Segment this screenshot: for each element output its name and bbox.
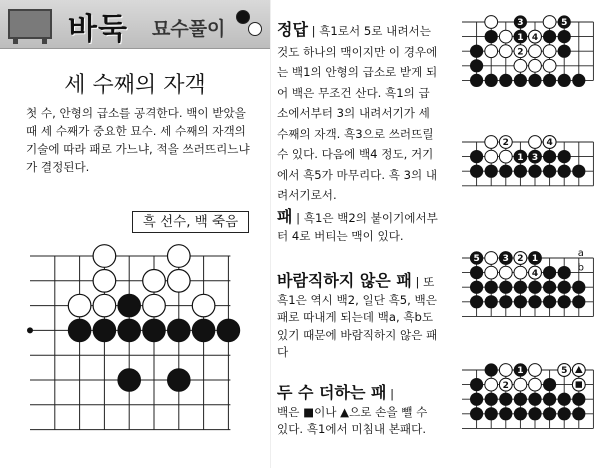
black-stone <box>470 165 483 178</box>
column-divider <box>270 0 271 468</box>
diagram-undesirable-ko <box>456 250 596 326</box>
black-stone <box>572 165 585 178</box>
black-stone <box>485 363 498 376</box>
black-stone <box>572 74 585 87</box>
black-stone <box>485 393 498 406</box>
point-letter: a <box>577 250 584 259</box>
black-stone <box>514 165 527 178</box>
two-move-text-c: 으로 손을 뺄 수 있다. 흑1에서 미침내 본패다. <box>277 404 428 436</box>
black-stone <box>543 281 556 294</box>
black-stone <box>485 281 498 294</box>
white-stone <box>529 136 542 149</box>
white-stone <box>499 30 512 43</box>
white-stone <box>485 45 498 58</box>
puzzle-label: 흑 선수, 백 죽음 <box>132 211 249 233</box>
black-stone <box>470 393 483 406</box>
move-number: 5 <box>561 366 568 377</box>
black-stone <box>470 150 483 163</box>
white-stone <box>529 45 542 58</box>
black-stone <box>528 165 541 178</box>
black-stone <box>499 393 512 406</box>
section-undesirable-ko: 바람직하지 않은 패 | 또 흑1은 역시 백2, 일단 흑5, 백은 패로 따내게 되는데 백a, 흑b도 있기 때문에 바람직하지 않은 패다 <box>277 271 438 359</box>
black-stone <box>485 74 498 87</box>
black-stone <box>543 30 556 43</box>
black-stone <box>499 407 512 420</box>
black-stone <box>528 281 541 294</box>
move-number: 1 <box>517 366 524 377</box>
white-stone <box>514 266 527 279</box>
black-stone <box>543 378 556 391</box>
white-stone <box>529 378 542 391</box>
black-stone <box>192 319 215 342</box>
black-stone <box>499 74 512 87</box>
white-stone <box>168 245 191 268</box>
move-number: 1 <box>517 152 524 163</box>
black-stone <box>558 407 571 420</box>
black-stone <box>514 393 527 406</box>
white-stone <box>93 270 116 293</box>
white-stone <box>485 266 498 279</box>
black-stone <box>528 295 541 308</box>
black-stone <box>93 319 116 342</box>
black-stone <box>543 393 556 406</box>
black-stone <box>558 30 571 43</box>
point-letter: b <box>577 262 584 274</box>
black-stone <box>558 393 571 406</box>
header-subtitle: 묘수풀이 <box>152 18 226 40</box>
white-stone <box>143 294 166 317</box>
black-stone <box>528 407 541 420</box>
black-stone <box>558 74 571 87</box>
black-stone <box>528 74 541 87</box>
board-grid <box>30 256 230 430</box>
black-stone <box>485 30 498 43</box>
black-stone <box>68 319 91 342</box>
white-stone <box>485 136 498 149</box>
move-number: 4 <box>531 268 539 279</box>
black-stone <box>485 165 498 178</box>
black-stone <box>118 319 141 342</box>
white-stone <box>499 266 512 279</box>
section-body-ko: 흑1은 백2의 붙이기에서부터 4로 버티는 맥이 있다. <box>277 211 438 243</box>
black-stone <box>118 369 141 392</box>
move-number: 2 <box>517 47 524 58</box>
black-stone <box>514 407 527 420</box>
move-number: 3 <box>531 152 539 163</box>
black-stone <box>572 281 585 294</box>
section-title-two-move: 두 수 더하는 패 <box>277 383 387 402</box>
board-stones <box>27 245 240 392</box>
white-stone <box>168 270 191 293</box>
move-number: 3 <box>502 254 509 265</box>
black-stone <box>572 295 585 308</box>
diagram-two-move-ko <box>456 362 596 438</box>
two-move-text-a: 백은 <box>277 404 300 419</box>
two-move-text-b: 이나 <box>314 404 337 419</box>
diagram-answer-continued <box>456 134 596 194</box>
move-number: 5 <box>561 18 568 29</box>
white-stone <box>485 252 498 265</box>
white-stone <box>499 45 512 58</box>
move-number: 2 <box>502 380 509 391</box>
black-stone <box>217 319 240 342</box>
white-stone <box>543 59 556 72</box>
black-stone <box>514 281 527 294</box>
article-title: 세 수째의 자객 <box>64 73 206 98</box>
move-number: 3 <box>517 18 524 29</box>
black-stone <box>168 369 191 392</box>
header-title: 바둑 <box>68 12 128 47</box>
white-stone <box>529 59 542 72</box>
white-stone <box>485 150 498 163</box>
section-title-ko: 패 <box>277 207 293 226</box>
white-stone <box>499 150 512 163</box>
black-stone <box>168 319 191 342</box>
black-stone <box>543 74 556 87</box>
black-stone <box>543 407 556 420</box>
black-stone <box>572 407 585 420</box>
white-stone <box>93 294 116 317</box>
black-stone <box>143 319 166 342</box>
black-stone <box>514 74 527 87</box>
white-stone <box>514 59 527 72</box>
white-stone-icon <box>248 22 262 36</box>
black-stone <box>558 281 571 294</box>
black-stone <box>558 45 571 58</box>
black-stone <box>470 378 483 391</box>
section-two-move-ko: 두 수 더하는 패 | 백은 ■이나 ▲으로 손을 뺄 수 있다. 흑1에서 미침내 본패다. <box>277 383 428 436</box>
black-stone-icon <box>236 10 250 24</box>
black-stone <box>499 165 512 178</box>
white-stone <box>192 294 215 317</box>
move-number: 1 <box>531 254 539 265</box>
section-body-undesirable: 또 흑1은 역시 백2, 일단 흑5, 백은 패로 따내게 되는데 백a, 흑b도 있기 때문에 바람직하지 않은 패다 <box>277 275 438 359</box>
black-stone <box>470 45 483 58</box>
black-stone <box>499 281 512 294</box>
main-go-diagram <box>24 232 256 460</box>
black-stone <box>543 165 556 178</box>
square-mark-icon: ■ <box>303 404 315 419</box>
black-stone <box>528 393 541 406</box>
black-stone <box>470 281 483 294</box>
white-stone <box>514 378 527 391</box>
black-stone <box>572 393 585 406</box>
black-stone <box>558 266 571 279</box>
article-intro: 첫 수, 안형의 급소를 공격한다. 백이 받았을 때 세 수째가 중요한 묘수. 세 수째의 자객의 기술에 따라 패로 가느냐, 적을 쓰러뜨리느냐가 결정된다. <box>26 106 250 174</box>
black-stone <box>558 295 571 308</box>
move-number: 4 <box>531 32 539 43</box>
white-stone <box>68 294 91 317</box>
triangle-mark-icon: ▲ <box>340 404 350 419</box>
black-stone <box>470 266 483 279</box>
square-mark <box>576 381 582 387</box>
section-body-answer: 흑1로서 5로 내려서는 것도 하나의 맥이지만 이 경우에는 백1의 안형의 급소로 받게 되어 백은 무조건 산다. 흑1의 급소에서부터 3의 내려서기가 세 수째의 자객. 흑3으로 쓰러뜨릴 수 있다. 다음에 백4 정도, 거기에서 흑5가 마무리다. 흑 3의 내려서기로서. <box>277 24 438 202</box>
white-stone <box>499 364 512 377</box>
white-stone <box>543 16 556 29</box>
move-number: 5 <box>473 254 480 265</box>
black-stone <box>470 74 483 87</box>
move-number: 2 <box>502 138 509 149</box>
point-marker <box>27 327 33 333</box>
white-stone <box>485 378 498 391</box>
go-board-icon <box>8 9 52 39</box>
section-answer: 정답 | 흑1로서 5로 내려서는 것도 하나의 맥이지만 이 경우에는 백1의 안형의 급소로 받게 되어 백은 무조건 산다. 흑1의 급소에서부터 3의 내려서기가 세 수째의 자객. 흑3으로 쓰러뜨릴 수 있다. 다음에 백4 정도, 거기에서 흑5가 마무리다. 흑 3의 내려서기로서. <box>277 20 438 202</box>
white-stone <box>485 16 498 29</box>
black-stone <box>543 295 556 308</box>
black-stone <box>558 165 571 178</box>
white-stone <box>143 270 166 293</box>
black-stone <box>118 294 141 317</box>
black-stone <box>470 407 483 420</box>
section-title-undesirable: 바람직하지 않은 패 <box>277 271 412 290</box>
black-stone <box>558 150 571 163</box>
white-stone <box>543 45 556 58</box>
move-number: 2 <box>517 254 524 265</box>
black-stone <box>543 150 556 163</box>
black-stone <box>470 59 483 72</box>
black-stone <box>543 266 556 279</box>
section-title-answer: 정답 <box>277 20 308 39</box>
move-number: 1 <box>517 32 524 43</box>
white-stone <box>93 245 116 268</box>
move-number: 4 <box>546 138 553 149</box>
black-stone <box>485 295 498 308</box>
black-stone <box>485 407 498 420</box>
black-stone <box>514 295 527 308</box>
diagram-answer <box>456 14 596 90</box>
white-stone <box>529 364 542 377</box>
black-stone <box>470 295 483 308</box>
black-stone <box>499 295 512 308</box>
section-ko: 패 | 흑1은 백2의 붙이기에서부터 4로 버티는 맥이 있다. <box>277 207 438 243</box>
